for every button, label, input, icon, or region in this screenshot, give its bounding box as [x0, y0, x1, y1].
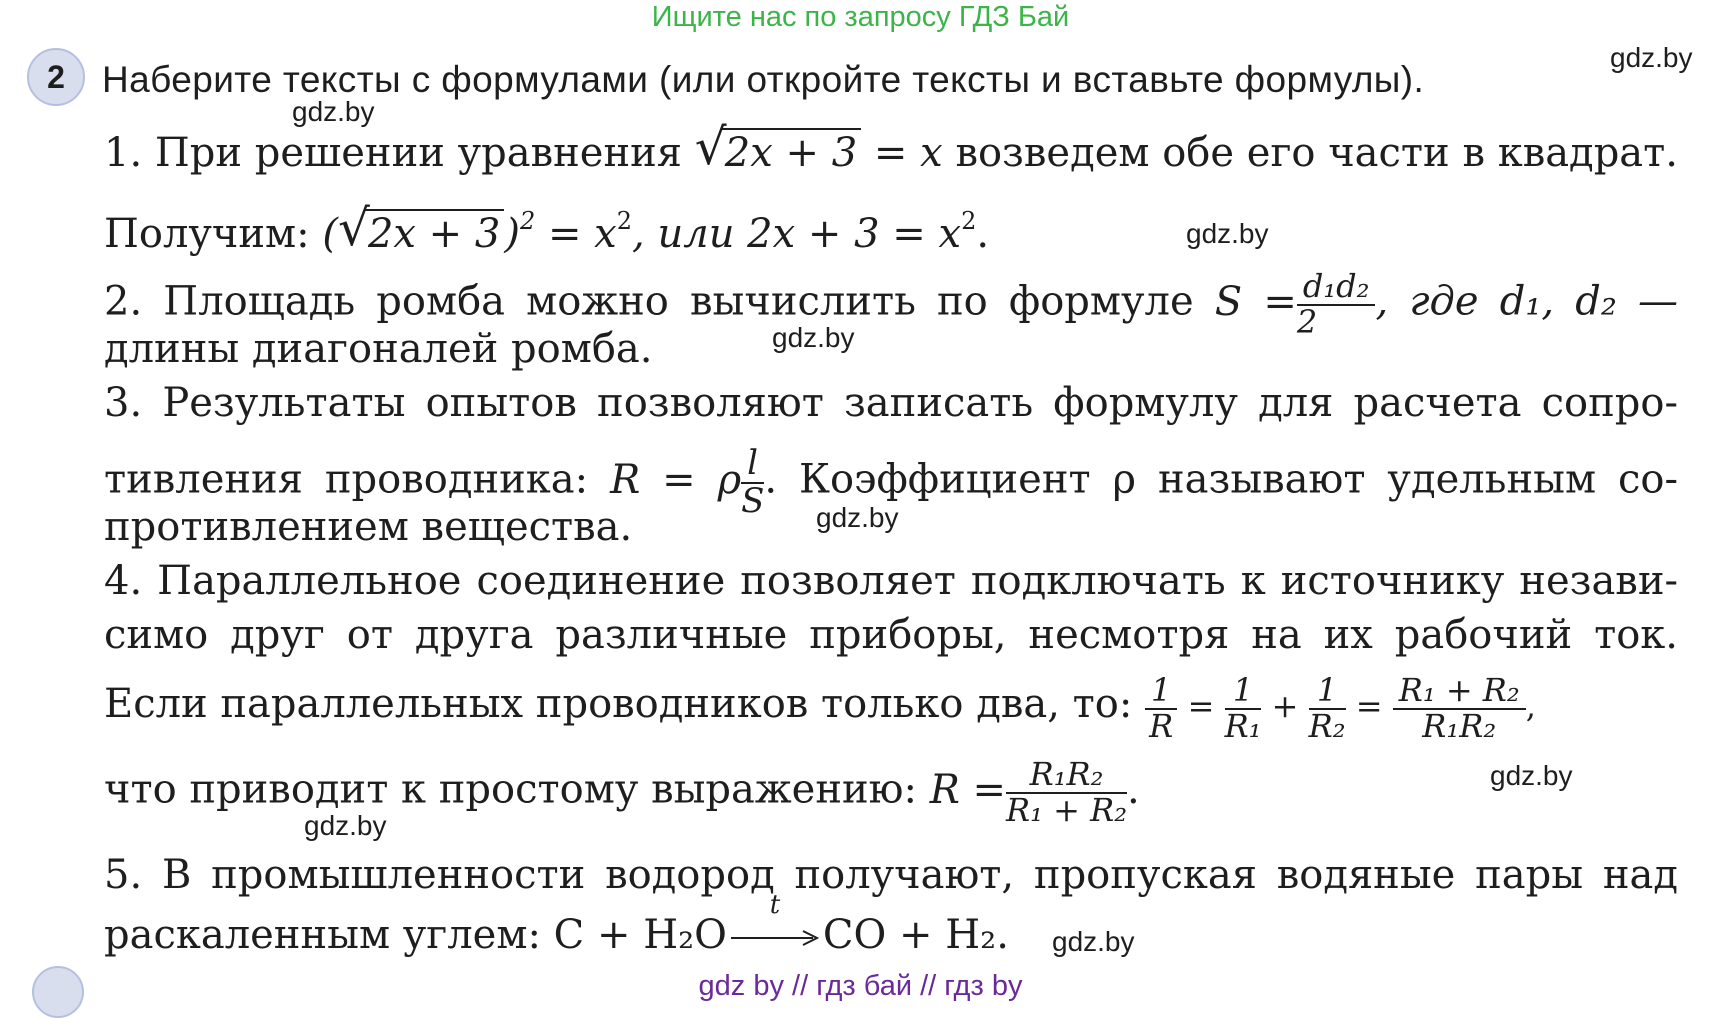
watermark: gdz.by — [1610, 42, 1693, 73]
item-4-line-1: 4. Параллельное соединение позволяет подключать к источнику незави- — [104, 558, 1678, 604]
item-4-line-2: симо друг от друга различные приборы, несмотря на их рабочий ток. — [104, 612, 1678, 658]
watermark: gdz.by — [1052, 926, 1135, 957]
item-3-line-1: 3. Результаты опытов позволяют записать формулу для расчета сопро- — [104, 380, 1678, 426]
watermark: gdz.by — [1490, 760, 1573, 791]
item-2-line-2: длины диагоналей ромба. — [104, 326, 653, 372]
item-5-line-1: 5. В промышленности водород получают, пропуская водяные пары над — [104, 852, 1678, 898]
resistance-formula: R = ρ $\frac{l}{S}$ — [610, 443, 765, 521]
chemical-equation: C + H₂O t CO + H₂. — [553, 890, 1009, 958]
footer-links: gdz by // гдз бай // гдз by — [698, 970, 1023, 1002]
item-5-line-2: раскаленным углем: C + H₂O t CO + H₂. — [104, 890, 1009, 958]
item-3-line-2: тивления проводника: R = ρ $\frac{l}{S}$ . Коэффициент ρ называют удельным со- — [104, 443, 1678, 521]
rhombus-area-formula: S = $\frac{\text{d₁d₂}}{2}$ — [1215, 279, 1376, 325]
watermark: gdz.by — [292, 96, 375, 127]
watermark: gdz.by — [772, 322, 855, 353]
parallel-resistance-formula: $\frac{1}{R}$ = $\frac{1}{\text{R₁}}$ + $\frac{1}{\text{R₂}}$ = $\frac{\text{R₁ + R₂}}{\text{R₁R₂}}$ , — [1145, 687, 1536, 725]
reaction-arrow-icon — [729, 928, 821, 948]
top-banner: Ищите нас по запросу ГДЗ Бай — [651, 1, 1070, 33]
item-1-line-1: 1. При решении уравнения √ 2x + 3 = x возведем обе его части в квадрат. — [104, 118, 1678, 176]
item-4-line-4: что приводит к простому выражению: R = $\frac{\text{R₁R₂}}{\text{R₁ + R₂}}$ . — [104, 755, 1140, 829]
watermark: gdz.by — [1186, 218, 1269, 249]
watermark: gdz.by — [816, 502, 899, 533]
item-2-line-1: 2. Площадь ромба можно вычислить по формуле S = $\frac{\text{d₁d₂}}{2}$ , где d₁, d₂ — — [104, 267, 1678, 341]
equivalent-resistance-formula: R = $\frac{\text{R₁R₂}}{\text{R₁ + R₂}}$ . — [929, 755, 1140, 829]
task-number-badge: 2 — [27, 48, 85, 106]
task-instruction: Наберите тексты с формулами (или откройте тексты и вставьте формулы). — [102, 59, 1425, 100]
item-4-line-3: Если параллельных проводников только два, то: $\frac{1}{R}$ = $\frac{1}{\text{R₁}}$ + $\frac{1}{\text{R₂}}$ = $\frac{\text{R₁ + R₂}}{\text{R₁R₂}}$ , — [104, 671, 1536, 745]
item-1-line-2: Получим: ( √ 2x + 3 )$^2 = x^2$, или $2x + 3 = x^2$. — [104, 199, 990, 257]
sqrt-expression: √ 2x + 3 = x — [694, 118, 943, 176]
item-3-line-3: противлением вещества. — [104, 504, 633, 550]
watermark: gdz.by — [304, 810, 387, 841]
